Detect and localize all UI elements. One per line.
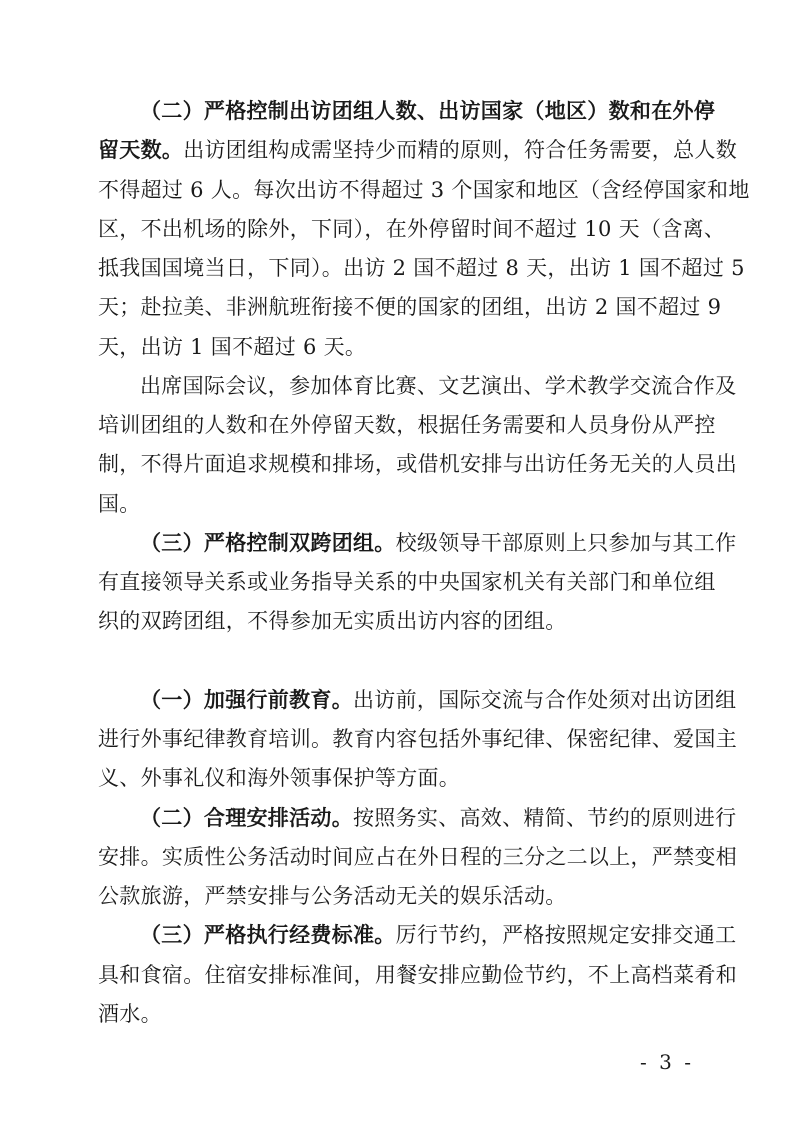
paragraph-line: 公款旅游，严禁安排与公务活动无关的娱乐活动。 — [98, 884, 567, 908]
paragraph-line: 抵我国国境当日，下同）。出访 2 国不超过 8 天，出访 1 国不超过 5 — [98, 256, 745, 280]
section-heading: （三）严格控制双跨团组。 — [140, 531, 396, 555]
paragraph-line: 出席国际会议，参加体育比赛、文艺演出、学术教学交流合作及 — [140, 374, 737, 398]
section-heading: （二）严格控制出访团组人数、出访国家（地区）数和在外停 — [140, 99, 716, 123]
paragraph-line: 安排。实质性公务活动时间应占在外日程的三分之二以上，严禁变相 — [98, 845, 737, 869]
paragraph-line: 国。 — [98, 492, 141, 516]
paragraph-line: 天，出访 1 国不超过 6 天。 — [98, 335, 367, 359]
paragraph-text: 出访团组构成需坚持少而精的原则，符合任务需要，总人数 — [183, 138, 738, 162]
paragraph-text: 校级领导干部原则上只参加与其工作 — [395, 531, 737, 555]
paragraph-text: 出访前，国际交流与合作处须对出访团组 — [353, 688, 737, 712]
section-heading: （一）加强行前教育。 — [140, 688, 353, 712]
article-title — [140, 647, 698, 675]
paragraph-line: 酒水。 — [98, 1002, 162, 1026]
paragraph-line — [140, 529, 737, 557]
paragraph-text: 厉行节约，严格按照规定安排交通工 — [395, 923, 737, 947]
paragraph-line: 进行外事纪律教育培训。教育内容包括外事纪律、保密纪律、爱国主 — [98, 727, 737, 751]
paragraph-line: 具和食宿。住宿安排标准间，用餐安排应勤俭节约，不上高档菜肴和 — [98, 963, 737, 987]
paragraph-line: 织的双跨团组，不得参加无实质出访内容的团组。 — [98, 609, 567, 633]
page-number: - 3 - — [640, 1050, 694, 1074]
section-heading: （三）严格执行经费标准。 — [140, 923, 396, 947]
paragraph-line — [140, 804, 737, 832]
paragraph-line: 制，不得片面追求规模和排场，或借机安排与出访任务无关的人员出 — [98, 452, 737, 476]
paragraph-line: 天；赴拉美、非洲航班衔接不便的国家的团组，出访 2 国不超过 9 — [98, 295, 722, 319]
section-heading: （二）合理安排活动。 — [140, 806, 353, 830]
paragraph-line: 不得超过 6 人。每次出访不得超过 3 个国家和地区（含经停国家和地 — [98, 178, 750, 202]
paragraph-line — [98, 136, 738, 164]
paragraph-line: 有直接领导关系或业务指导关系的中央国家机关有关部门和单位组 — [98, 570, 716, 594]
paragraph-text: 按照务实、高效、精简、节约的原则进行 — [353, 806, 737, 830]
paragraph-line: 义、外事礼仪和海外领事保护等方面。 — [98, 766, 461, 790]
section-heading-continued: 留天数。 — [98, 138, 184, 162]
paragraph-line — [140, 686, 737, 714]
paragraph-line: 区，不出机场的除外，下同），在外停留时间不超过 10 天（含离、 — [98, 217, 726, 241]
paragraph-line — [140, 921, 737, 949]
paragraph-line: 培训团组的人数和在外停留天数，根据任务需要和人员身份从严控 — [98, 413, 716, 437]
